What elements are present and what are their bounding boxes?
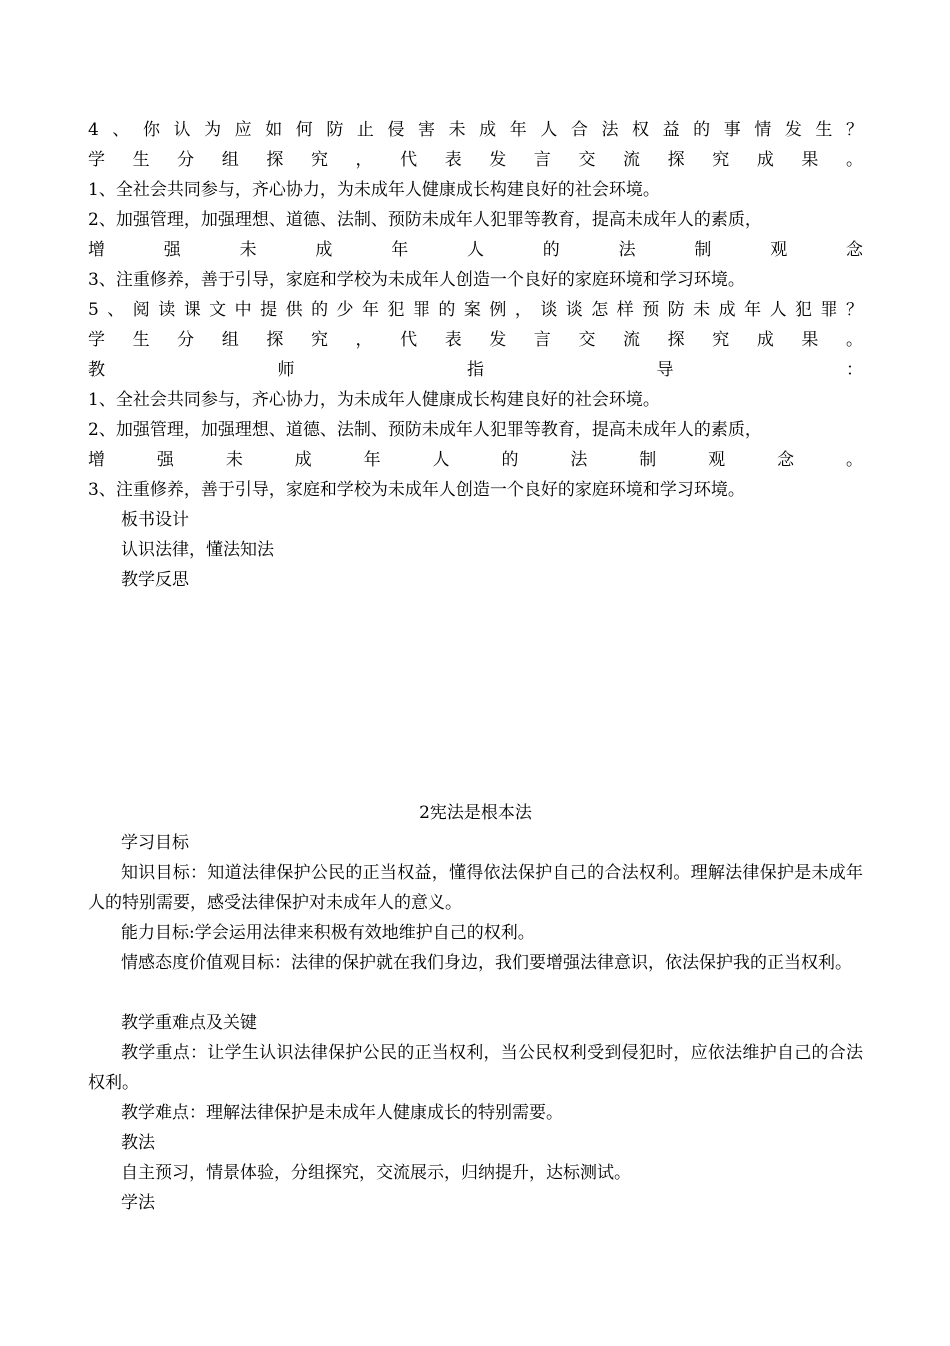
question-5-answer-2: 2、加强管理，加强理想、道德、法制、预防未成年人犯罪等教育，提高未成年人的素质， [88,420,762,440]
question-4-answer-2: 2、加强管理，加强理想、道德、法制、预防未成年人犯罪等教育，提高未成年人的素质， [88,210,762,230]
emotion-goal: 情感态度价值观目标：法律的保护就在我们身边，我们要增强法律意识，依法保护我的正当权利。 [121,953,852,973]
key-point: 教学重点：让学生认识法律保护公民的正当权利，当公民权利受到侵犯时，应依法维护自己的合法权利。 [88,1043,863,1093]
question-5: 5、阅读课文中提供的少年犯罪的案例，谈谈怎样预防未成年人犯罪？ [88,300,863,320]
question-5-answer-3: 3、注重修养，善于引导，家庭和学校为未成年人创造一个良好的家庭环境和学习环境。 [88,480,745,500]
teacher-guidance-label: 教师指导： [88,360,863,380]
question-4-answer-1: 1、全社会共同参与，齐心协力，为未成年人健康成长构建良好的社会环境。 [88,180,660,200]
lesson-title: 2宪法是根本法 [419,803,532,823]
question-5-answer-1: 1、全社会共同参与，齐心协力，为未成年人健康成长构建良好的社会环境。 [88,390,660,410]
ability-goal: 能力目标:学会运用法律来积极有效地维护自己的权利。 [121,923,535,943]
learning-goals-heading: 学习目标 [121,833,189,853]
question-5-activity: 学生分组探究，代表发言交流探究成果。 [88,330,863,350]
teaching-method-text: 自主预习，情景体验，分组探究，交流展示，归纳提升，达标测试。 [121,1163,631,1183]
knowledge-goal: 知识目标：知道法律保护公民的正当权益，懂得依法保护自己的合法权利。理解法律保护是未成年人的特别需要，感受法律保护对未成年人的意义。 [88,863,863,913]
teaching-reflection-heading: 教学反思 [121,570,189,590]
key-points-heading: 教学重难点及关键 [121,1013,257,1033]
board-design-heading: 板书设计 [121,510,189,530]
question-4-answer-3: 3、注重修养，善于引导，家庭和学校为未成年人创造一个良好的家庭环境和学习环境。 [88,270,745,290]
question-4-activity: 学生分组探究，代表发言交流探究成果。 [88,150,863,170]
difficulty-point: 教学难点：理解法律保护是未成年人健康成长的特别需要。 [121,1103,563,1123]
question-4: 4、你认为应如何防止侵害未成年人合法权益的事情发生？ [88,120,863,140]
teaching-method-heading: 教法 [121,1133,155,1153]
question-5-answer-2-cont: 增强未成年人的法制观念。 [88,450,863,470]
study-method-heading: 学法 [121,1193,155,1213]
question-4-answer-2-cont: 增强未成年人的法制观念 [88,240,863,260]
board-design-text: 认识法律，懂法知法 [121,540,274,560]
